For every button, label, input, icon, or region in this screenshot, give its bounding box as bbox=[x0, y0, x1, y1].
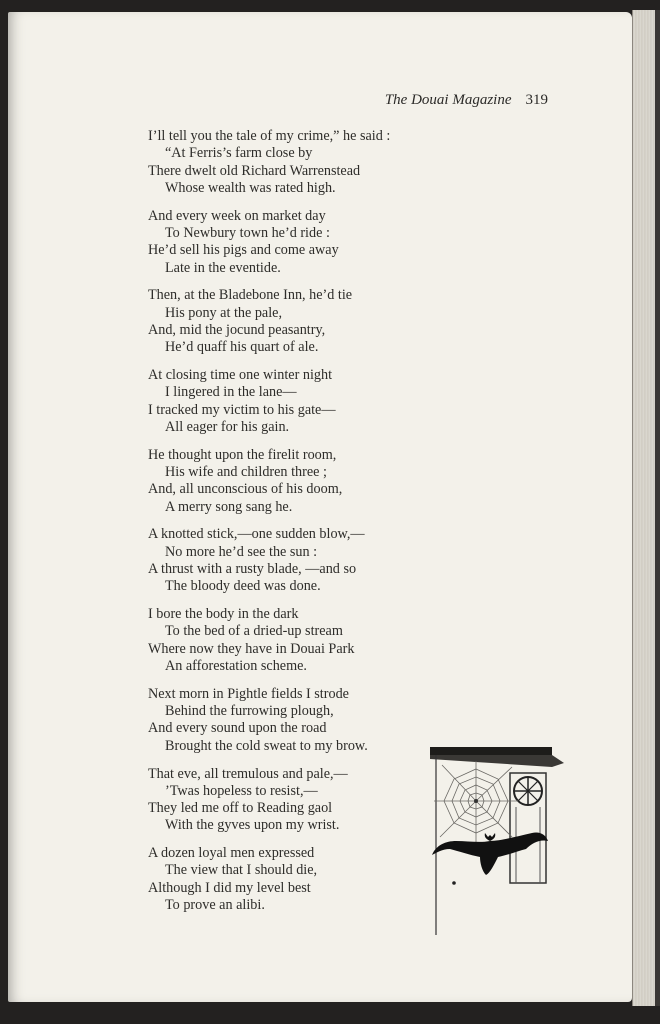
poem-line: All eager for his gain. bbox=[165, 418, 290, 435]
magazine-title: The Douai Magazine bbox=[384, 92, 512, 108]
poem bbox=[148, 128, 448, 925]
poem-line: Where now they have in Douai Park bbox=[148, 640, 355, 657]
poem-line: No more he’d see the sun : bbox=[165, 543, 318, 560]
poem-line: They led me off to Reading gaol bbox=[148, 800, 333, 817]
stanza bbox=[148, 845, 448, 914]
poem-line: Although I did my level best bbox=[148, 879, 311, 896]
bat bbox=[432, 832, 548, 875]
poem-line: I tracked my victim to his gate— bbox=[148, 401, 336, 418]
stanza bbox=[148, 606, 448, 675]
ceiling-beam bbox=[430, 747, 552, 755]
poem-line: I’ll tell you the tale of my crime,” he said : bbox=[148, 128, 391, 144]
poem-line: That eve, all tremulous and pale,— bbox=[148, 765, 348, 782]
stanza bbox=[148, 526, 448, 595]
poem-line: He’d quaff his quart of ale. bbox=[165, 339, 319, 356]
page-number: 319 bbox=[525, 92, 548, 108]
poem-line: ’Twas hopeless to resist,— bbox=[165, 782, 318, 799]
poem-line: “At Ferris’s farm close by bbox=[165, 145, 313, 162]
poem-line: I bore the body in the dark bbox=[148, 606, 299, 623]
poem-line: To the bed of a dried-up stream bbox=[165, 623, 343, 640]
poem-line: And every sound upon the road bbox=[148, 720, 327, 737]
stanza bbox=[148, 128, 448, 197]
poem-line: To Newbury town he’d ride : bbox=[165, 224, 330, 241]
spider bbox=[474, 799, 478, 803]
poem-line: Behind the furrowing plough, bbox=[165, 703, 334, 720]
poem-line: Then, at the Bladebone Inn, he’d tie bbox=[148, 287, 353, 304]
poem-line: A thrust with a rusty blade, —and so bbox=[148, 561, 357, 578]
poem-line: His pony at the pale, bbox=[165, 304, 283, 321]
beam-shadow bbox=[430, 755, 564, 767]
poem-line: He’d sell his pigs and come away bbox=[148, 242, 339, 259]
page-edges bbox=[632, 10, 660, 1006]
stanza bbox=[148, 766, 448, 835]
poem-line: With the gyves upon my wrist. bbox=[165, 817, 340, 834]
poem-line: And every week on market day bbox=[148, 207, 326, 224]
poem-line: There dwelt old Richard Warrenstead bbox=[148, 162, 361, 179]
poem-line: He thought upon the firelit room, bbox=[148, 446, 337, 463]
stanza bbox=[148, 367, 448, 436]
poem-line: A dozen loyal men expressed bbox=[148, 845, 315, 862]
book-page bbox=[8, 12, 632, 1002]
running-head bbox=[8, 92, 548, 109]
poem-line: And, mid the jocund peasantry, bbox=[148, 321, 326, 338]
stanza bbox=[148, 686, 448, 755]
poem-line: Brought the cold sweat to my brow. bbox=[165, 737, 368, 754]
stanza bbox=[148, 447, 448, 516]
poem-line: At closing time one winter night bbox=[148, 367, 333, 384]
poem-line: An afforestation scheme. bbox=[165, 658, 307, 675]
poem-line: I lingered in the lane— bbox=[165, 384, 297, 401]
poem-line: Late in the eventide. bbox=[165, 259, 281, 276]
poem-line: Whose wealth was rated high. bbox=[165, 179, 336, 196]
poem-line: A knotted stick,—one sudden blow,— bbox=[148, 526, 365, 543]
poem-line: The view that I should die, bbox=[165, 862, 318, 879]
poem-line: His wife and children three ; bbox=[165, 464, 327, 481]
bat-cobweb-illustration bbox=[428, 745, 568, 935]
poem-line: A merry song sang he. bbox=[165, 498, 293, 515]
stanza bbox=[148, 208, 448, 277]
stanza bbox=[148, 287, 448, 356]
poem-line: Next morn in Pightle fields I strode bbox=[148, 685, 349, 702]
poem-line: And, all unconscious of his doom, bbox=[148, 481, 343, 498]
poem-line: The bloody deed was done. bbox=[165, 578, 321, 595]
poem-line: To prove an alibi. bbox=[165, 897, 265, 914]
